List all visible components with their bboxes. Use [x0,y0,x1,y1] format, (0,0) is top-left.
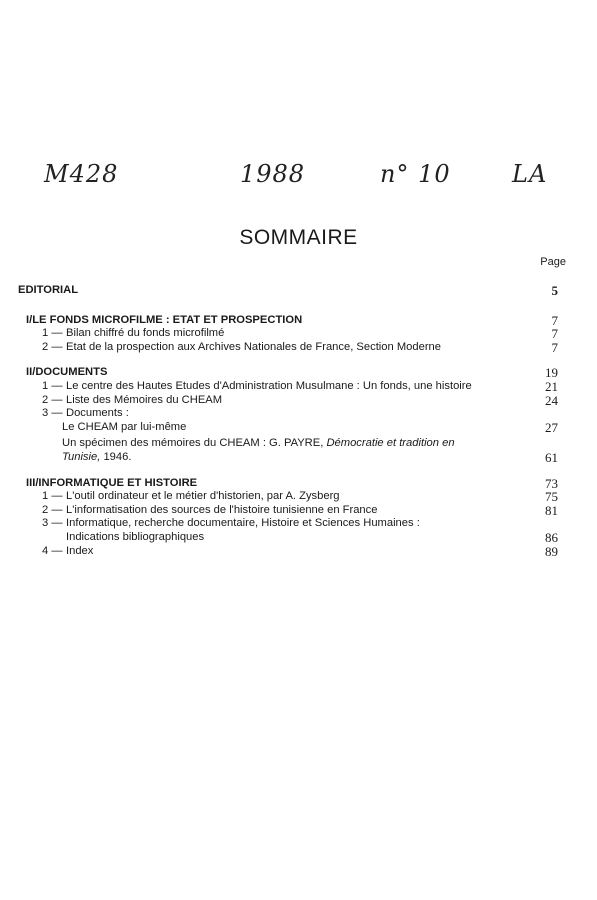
toc-subitem-text: 1946. [100,450,132,463]
toc-item[interactable] [18,327,558,341]
toc-page-number: 73 [545,475,558,491]
toc-item-text: L'outil ordinateur et le métier d'historien, par A. Zysberg [66,490,340,503]
handwritten-ref: M428 [44,160,119,188]
toc-item[interactable] [18,341,558,355]
toc-item-number: 2 — [42,503,63,516]
handwritten-number: n° 10 [380,160,451,188]
table-of-contents [18,284,558,558]
toc-item-text: Index [66,544,94,557]
toc-item-text: Liste des Mémoires du CHEAM [66,393,223,406]
toc-item-number: 3 — [42,407,63,420]
toc-item-text: Documents : [66,407,129,420]
toc-item-number: 1 — [42,327,63,340]
toc-page-number: 19 [545,365,558,381]
toc-item-number: 1 — [42,379,63,392]
toc-page-number: 81 [545,502,558,518]
toc-page-number: 24 [545,392,558,408]
toc-section-3[interactable] [18,477,558,491]
toc-item-text: Etat de la prospection aux Archives Nationales de France, Section Moderne [66,340,441,353]
toc-item[interactable] [18,517,558,531]
toc-item[interactable] [18,490,558,504]
toc-item[interactable] [18,504,558,518]
toc-section-2[interactable] [18,366,558,380]
toc-item[interactable] [18,380,558,394]
toc-page-number: 7 [551,326,558,342]
handwritten-year: 1988 [240,160,306,188]
page-title: SOMMAIRE [239,226,358,249]
toc-subitem-text: Un spécimen des mémoires du CHEAM : G. PAYRE, [62,437,327,450]
page-column-label: Page [540,256,566,268]
toc-item[interactable] [18,545,558,559]
toc-page-number: 7 [551,339,558,355]
toc-subitem-text: Le CHEAM par lui-même [62,420,187,433]
toc-section-1[interactable] [18,314,558,328]
toc-subitem-continuation[interactable] [18,451,558,465]
toc-page-number: 5 [551,283,558,298]
toc-subitem-italic: Démocratie et tradition en [326,437,455,450]
toc-item[interactable] [18,407,558,421]
toc-item[interactable] [18,394,558,408]
toc-page-number: 7 [551,312,558,328]
toc-page-number: 86 [545,529,558,545]
toc-item[interactable] [18,531,558,545]
toc-item-number: 4 — [42,544,63,557]
toc-item-number: 1 — [42,490,63,503]
toc-item-number: 2 — [42,393,63,406]
toc-page-number: 75 [545,489,558,505]
toc-page-number: 61 [545,449,558,465]
toc-section-title: I/LE FONDS MICROFILME : ETAT ET PROSPECTION [26,313,303,326]
toc-entry-editorial[interactable] [18,284,558,298]
toc-page-number: 89 [545,543,558,559]
toc-item-number: 3 — [42,517,63,530]
toc-item-text: L'informatisation des sources de l'histoire tunisienne en France [66,503,378,516]
toc-entry-label: EDITORIAL [18,284,79,296]
toc-subitem-italic: Tunisie, [62,450,101,463]
toc-section-title: III/INFORMATIQUE ET HISTOIRE [26,476,198,489]
toc-item-text: Indications bibliographiques [66,530,205,543]
toc-item-text: Informatique, recherche documentaire, Histoire et Sciences Humaines : [66,517,420,530]
toc-section-title: II/DOCUMENTS [26,366,108,379]
toc-page-number: 27 [545,419,558,435]
toc-item-text: Bilan chiffré du fonds microfilmé [66,327,225,340]
toc-item-number: 2 — [42,340,63,353]
toc-subitem[interactable] [18,437,558,451]
toc-page-number: 21 [545,378,558,394]
toc-subitem[interactable] [18,421,558,435]
handwritten-code: LA [512,160,548,188]
toc-item-text: Le centre des Hautes Etudes d'Administration Musulmane : Un fonds, une histoire [66,379,472,392]
